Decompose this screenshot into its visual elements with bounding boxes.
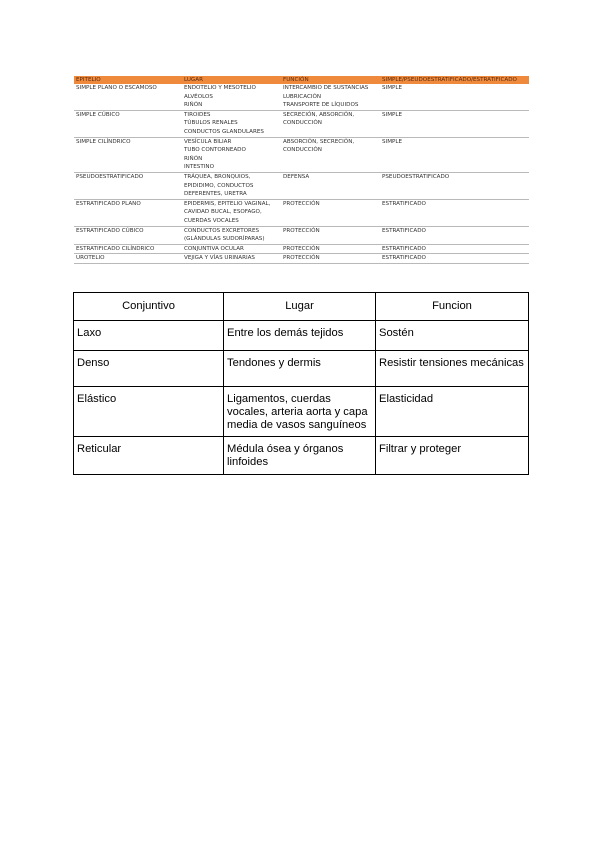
cell-line: ALVÉOLOS [184,93,213,100]
cell-line: LUBRICACIÓN [283,93,322,100]
epithelium-class-cell [380,254,529,264]
cell-line: ESTRATIFICADO [382,245,426,252]
table-row [74,351,529,387]
cell-line: DEFENSA [283,173,310,180]
cell-line: CONJUNTIVA OCULAR [184,245,244,252]
connective-location-cell: Tendones y dermis [224,351,376,387]
cell-line: ENDOTELIO Y MESOTELIO [184,85,256,91]
cell-line: PROTECCIÓN [283,227,320,234]
cell-line: TIROIDES [184,111,211,118]
cell-line: ABSORCIÓN, SECRECIÓN, [283,138,355,145]
cell-line: TÚBULOS RENALES [184,120,238,127]
cell-line: ESTRATIFICADO CÚBICO [76,227,144,234]
table-row [74,110,529,137]
table-row [74,226,529,244]
cell-line: UROTELIO [76,255,105,262]
cell-line: EPIDIDIMO, CONDUCTOS [184,182,254,189]
cell-line: CUERDAS VOCALES [184,217,239,224]
cell-line: SECRECIÓN, ABSORCIÓN, [283,111,355,118]
cell-line: DEFERENTES, URETRA [184,191,247,198]
connective-type-cell: Elástico [74,387,224,437]
epithelium-function-cell [281,172,380,199]
epithelium-location-cell [182,226,281,244]
cell-line: CONDUCTOS GLANDULARES [184,128,264,135]
cell-line: SIMPLE [382,111,403,118]
epithelium-class-cell [380,226,529,244]
cell-line: (GLÁNDULAS SUDORÍPARAS) [184,236,265,243]
epithelium-location-cell [182,254,281,264]
cell-line: RIÑÓN [184,155,203,162]
cell-line: SIMPLE [382,85,403,91]
connective-function-cell: Sostén [376,321,529,351]
cell-line: PROTECCIÓN [283,255,320,262]
cell-line: CAVIDAD BUCAL, ESOFAGO, [184,209,262,216]
connective-type-cell: Laxo [74,321,224,351]
cell-line: ESTRATIFICADO [382,255,426,262]
epithelium-header-cell: EPITELIO [74,76,182,84]
cell-line: ESTRATIFICADO [382,227,426,234]
epithelium-table [74,76,529,264]
cell-line: PROTECCIÓN [283,245,320,252]
table-row [74,244,529,254]
table-row [74,84,529,110]
epithelium-function-cell [281,226,380,244]
cell-line: VESÍCULA BILIAR [184,138,232,145]
cell-line: PSEUDOESTRATIFICADO [382,173,450,180]
connective-function-cell: Filtrar y proteger [376,437,529,475]
table-row [74,172,529,199]
cell-line: VEJIGA Y VÍAS URINARIAS [184,255,255,262]
epithelium-location-cell [182,199,281,226]
epithelium-class-cell [380,84,529,110]
epithelium-function-cell [281,254,380,264]
epithelium-function-cell [281,137,380,172]
cell-line: PROTECCIÓN [283,200,320,207]
epithelium-location-cell [182,244,281,254]
connective-location-cell: Ligamentos, cuerdas vocales, arteria aorta y capa media de vasos sanguíneos [224,387,376,437]
cell-line: INTERCAMBIO DE SUSTANCIAS [283,85,369,91]
cell-line: SIMPLE [382,138,403,145]
cell-line: CONDUCCIÓN [283,120,322,127]
table-row [74,321,529,351]
epithelium-table-image [74,76,529,274]
cell-line: CONDUCTOS EXCRETORES [184,227,260,234]
epithelium-class-cell [380,244,529,254]
epithelium-type-cell [74,172,182,199]
epithelium-header-cell: LUGAR [182,76,281,84]
epithelium-location-cell [182,172,281,199]
table-row [74,387,529,437]
connective-type-cell: Denso [74,351,224,387]
epithelium-location-cell [182,84,281,110]
connective-location-cell: Médula ósea y órganos linfoides [224,437,376,475]
cell-line: RIÑÓN [184,102,203,109]
epithelium-location-cell [182,110,281,137]
table-row [74,254,529,264]
cell-line: TRANSPORTE DE LÍQUIDOS [283,102,359,109]
epithelium-type-cell [74,254,182,264]
connective-header-row [74,293,529,321]
connective-function-cell: Resistir tensiones mecánicas [376,351,529,387]
epithelium-function-cell [281,244,380,254]
cell-line: TUBO CONTORNEADO [184,147,246,154]
epithelium-type-cell [74,84,182,110]
epithelium-function-cell [281,199,380,226]
epithelium-table-body [74,84,529,263]
connective-header-cell: Funcion [376,293,529,321]
epithelium-location-cell [182,137,281,172]
cell-line: SIMPLE CÚBICO [76,111,120,118]
epithelium-class-cell [380,172,529,199]
epithelium-class-cell [380,137,529,172]
epithelium-type-cell [74,137,182,172]
cell-line: ESTRATIFICADO [382,200,426,207]
epithelium-class-cell [380,110,529,137]
cell-line: INTESTINO [184,164,214,171]
epithelium-class-cell [380,199,529,226]
epithelium-function-cell [281,84,380,110]
cell-line: SIMPLE PLANO O ESCAMOSO [76,85,157,91]
epithelium-header-cell: FUNCIÓN [281,76,380,84]
epithelium-type-cell [74,226,182,244]
cell-line: TRÁQUEA, BRONQUIOS, [184,173,251,180]
connective-header-cell: Conjuntivo [74,293,224,321]
epithelium-header-row [74,76,529,84]
epithelium-function-cell [281,110,380,137]
epithelium-type-cell [74,244,182,254]
cell-line: EPIDERMIS, EPITELIO VAGINAL, [184,200,271,207]
epithelium-header-cell: SIMPLE/PSEUDOESTRATIFICADO/ESTRATIFICADO [380,76,529,84]
connective-tissue-table [73,292,529,475]
cell-line: SIMPLE CILÍNDRICO [76,138,131,145]
table-row [74,437,529,475]
connective-type-cell: Reticular [74,437,224,475]
cell-line: ESTRATIFICADO PLANO [76,200,141,207]
connective-function-cell: Elasticidad [376,387,529,437]
cell-line: PSEUDOESTRATIFICADO [76,173,144,180]
connective-location-cell: Entre los demás tejidos [224,321,376,351]
cell-line: ESTRATIFICADO CILÍNDRICO [76,245,155,252]
connective-header-cell: Lugar [224,293,376,321]
cell-line: CONDUCCIÓN [283,147,322,154]
epithelium-type-cell [74,110,182,137]
table-row [74,137,529,172]
epithelium-type-cell [74,199,182,226]
table-row [74,199,529,226]
